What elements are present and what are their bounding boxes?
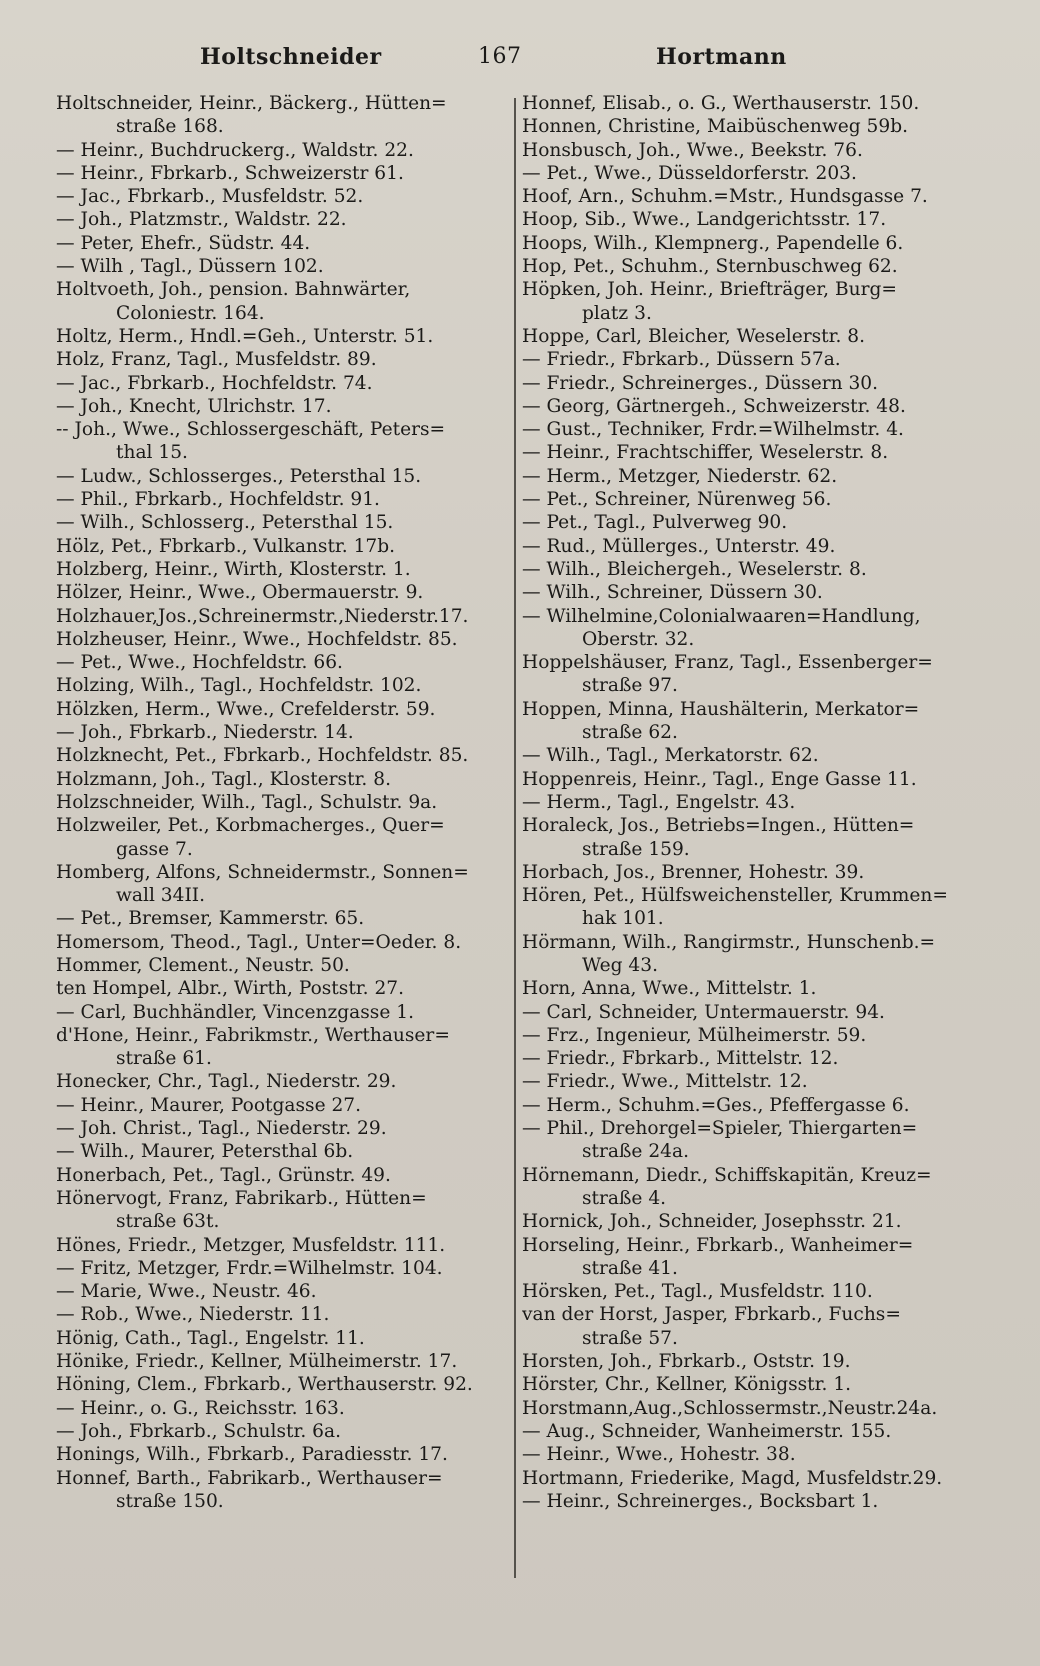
directory-entry: Honerbach, Pet., Tagl., Grünstr. 49. <box>56 1164 391 1186</box>
directory-entry: — Heinr., Maurer, Pootgasse 27. <box>56 1094 362 1116</box>
directory-entry: — Ludw., Schlosserges., Petersthal 15. <box>56 465 422 487</box>
directory-entry: — Heinr., Frachtschiffer, Weselerstr. 8. <box>522 442 889 464</box>
entry-continuation: straße 41. <box>582 1257 678 1279</box>
directory-entry: Holzknecht, Pet., Fbrkarb., Hochfeldstr. 85. <box>56 745 469 767</box>
directory-entry: Horbach, Jos., Brenner, Hohestr. 39. <box>522 861 865 883</box>
directory-entry: — Rud., Müllerges., Unterstr. 49. <box>522 535 836 557</box>
directory-entry: — Joh. Christ., Tagl., Niederstr. 29. <box>56 1118 387 1140</box>
page-number: 167 <box>478 44 522 69</box>
directory-entry: Hortmann, Friederike, Magd, Musfeldstr.29. <box>522 1467 943 1489</box>
directory-entry: — Heinr., Buchdruckerg., Waldstr. 22. <box>56 139 414 161</box>
entry-continuation: straße 168. <box>116 116 224 138</box>
directory-entry: Holzschneider, Wilh., Tagl., Schulstr. 9a. <box>56 791 438 813</box>
directory-entry: — Wilh., Bleichergeh., Weselerstr. 8. <box>522 558 867 580</box>
entry-continuation: straße 4. <box>582 1187 667 1209</box>
directory-entry: Holzheuser, Heinr., Wwe., Hochfeldstr. 85. <box>56 628 458 650</box>
directory-entry: — Aug., Schneider, Wanheimerstr. 155. <box>522 1420 892 1442</box>
directory-entry: — Friedr., Schreinerges., Düssern 30. <box>522 372 879 394</box>
directory-entry: Homberg, Alfons, Schneidermstr., Sonnen= <box>56 861 469 883</box>
directory-entry: — Peter, Ehefr., Südstr. 44. <box>56 232 311 254</box>
entry-continuation: Oberstr. 32. <box>582 628 695 650</box>
entry-continuation: straße 63t. <box>116 1211 220 1233</box>
header-left-word: Holtschneider <box>200 44 382 70</box>
directory-entry: Horaleck, Jos., Betriebs=Ingen., Hütten= <box>522 815 915 837</box>
directory-entry: Hören, Pet., Hülfsweichensteller, Krummen= <box>522 885 948 907</box>
right-column <box>522 92 978 1513</box>
entry-continuation: gasse 7. <box>116 838 193 860</box>
directory-entry: — Marie, Wwe., Neustr. 46. <box>56 1281 317 1303</box>
directory-entry: Holtz, Herm., Hndl.=Geh., Unterstr. 51. <box>56 325 434 347</box>
directory-entry: — Heinr., Wwe., Hohestr. 38. <box>522 1444 796 1466</box>
directory-entry: Hoop, Sib., Wwe., Landgerichtsstr. 17. <box>522 209 887 231</box>
directory-entry: -- Joh., Wwe., Schlossergeschäft, Peters= <box>56 419 446 441</box>
directory-entry: Hoof, Arn., Schuhm.=Mstr., Hundsgasse 7. <box>522 186 928 208</box>
directory-entry: — Fritz, Metzger, Frdr.=Wilhelmstr. 104. <box>56 1257 443 1279</box>
directory-entry: Horn, Anna, Wwe., Mittelstr. 1. <box>522 978 817 1000</box>
directory-entry: Hoppe, Carl, Bleicher, Weselerstr. 8. <box>522 325 866 347</box>
page-header <box>0 44 1040 84</box>
directory-entry: Hörnemann, Diedr., Schiffskapitän, Kreuz= <box>522 1164 932 1186</box>
directory-entry: Holzmann, Joh., Tagl., Klosterstr. 8. <box>56 768 391 790</box>
directory-entry: Hölzken, Herm., Wwe., Crefelderstr. 59. <box>56 698 436 720</box>
entry-continuation: straße 97. <box>582 675 678 697</box>
directory-entry: — Wilh., Tagl., Merkatorstr. 62. <box>522 745 819 767</box>
directory-entry: Hörster, Chr., Kellner, Königsstr. 1. <box>522 1374 852 1396</box>
directory-entry: Honecker, Chr., Tagl., Niederstr. 29. <box>56 1071 397 1093</box>
directory-entry: — Heinr., o. G., Reichsstr. 163. <box>56 1397 345 1419</box>
directory-entry: — Pet., Schreiner, Nürenweg 56. <box>522 489 832 511</box>
directory-entry: — Wilh., Schlosserg., Petersthal 15. <box>56 512 394 534</box>
directory-entry: — Friedr., Wwe., Mittelstr. 12. <box>522 1071 808 1093</box>
directory-entry: — Wilh., Schreiner, Düssern 30. <box>522 582 823 604</box>
directory-entry: — Joh., Knecht, Ulrichstr. 17. <box>56 395 332 417</box>
directory-entry: Homersom, Theod., Tagl., Unter=Oeder. 8. <box>56 931 462 953</box>
directory-entry: Hönes, Friedr., Metzger, Musfeldstr. 111. <box>56 1234 446 1256</box>
left-column <box>56 92 506 1513</box>
directory-entry: Horsten, Joh., Fbrkarb., Oststr. 19. <box>522 1351 851 1373</box>
entry-continuation: thal 15. <box>116 442 188 464</box>
directory-entry: — Friedr., Fbrkarb., Mittelstr. 12. <box>522 1048 839 1070</box>
directory-entry: Honsbusch, Joh., Wwe., Beekstr. 76. <box>522 139 863 161</box>
directory-entry: — Wilh., Maurer, Petersthal 6b. <box>56 1141 354 1163</box>
directory-entry: Honings, Wilh., Fbrkarb., Paradiesstr. 17. <box>56 1444 448 1466</box>
directory-entry: Hoppelshäuser, Franz, Tagl., Essenberger= <box>522 652 933 674</box>
directory-entry: ten Hompel, Albr., Wirth, Poststr. 27. <box>56 978 405 1000</box>
directory-entry: — Herm., Schuhm.=Ges., Pfeffergasse 6. <box>522 1094 910 1116</box>
entry-continuation: straße 159. <box>582 838 690 860</box>
directory-entry: — Herm., Tagl., Engelstr. 43. <box>522 791 796 813</box>
directory-entry: — Pet., Wwe., Düsseldorferstr. 203. <box>522 162 857 184</box>
directory-entry: — Pet., Tagl., Pulverweg 90. <box>522 512 788 534</box>
directory-entry: Horseling, Heinr., Fbrkarb., Wanheimer= <box>522 1234 914 1256</box>
directory-entry: — Joh., Platzmstr., Waldstr. 22. <box>56 209 347 231</box>
directory-entry: d'Hone, Heinr., Fabrikmstr., Werthauser= <box>56 1024 450 1046</box>
entry-continuation: hak 101. <box>582 908 664 930</box>
directory-entry: — Phil., Fbrkarb., Hochfeldstr. 91. <box>56 489 380 511</box>
directory-entry: — Gust., Techniker, Frdr.=Wilhelmstr. 4. <box>522 419 904 441</box>
directory-entry: Holzhauer,Jos.,Schreinermstr.,Niederstr.17. <box>56 605 469 627</box>
entry-continuation: straße 61. <box>116 1048 212 1070</box>
directory-entry: Hoops, Wilh., Klempnerg., Papendelle 6. <box>522 232 904 254</box>
directory-entry: — Wilhelmine,Colonialwaaren=Handlung, <box>522 605 921 627</box>
directory-entry: — Rob., Wwe., Niederstr. 11. <box>56 1304 330 1326</box>
directory-entry: Honnef, Barth., Fabrikarb., Werthauser= <box>56 1467 443 1489</box>
directory-entry: — Georg, Gärtnergeh., Schweizerstr. 48. <box>522 395 906 417</box>
directory-entry: Holzing, Wilh., Tagl., Hochfeldstr. 102. <box>56 675 422 697</box>
directory-entry: — Pet., Wwe., Hochfeldstr. 66. <box>56 652 343 674</box>
entry-continuation: straße 57. <box>582 1327 678 1349</box>
directory-entry: Höpken, Joh. Heinr., Briefträger, Burg= <box>522 279 897 301</box>
entry-continuation: Coloniestr. 164. <box>116 302 265 324</box>
entry-continuation: straße 24a. <box>582 1141 689 1163</box>
entry-continuation: straße 62. <box>582 722 678 744</box>
directory-entry: — Friedr., Fbrkarb., Düssern 57a. <box>522 349 841 371</box>
directory-entry: Hoppen, Minna, Haushälterin, Merkator= <box>522 698 920 720</box>
directory-entry: — Frz., Ingenieur, Mülheimerstr. 59. <box>522 1024 867 1046</box>
directory-entry: — Jac., Fbrkarb., Musfeldstr. 52. <box>56 186 364 208</box>
directory-entry: — Phil., Drehorgel=Spieler, Thiergarten= <box>522 1118 918 1140</box>
directory-entry: Hörmann, Wilh., Rangirmstr., Hunschenb.= <box>522 931 936 953</box>
directory-entry: — Pet., Bremser, Kammerstr. 65. <box>56 908 365 930</box>
entry-continuation: straße 150. <box>116 1490 224 1512</box>
directory-entry: — Joh., Fbrkarb., Niederstr. 14. <box>56 722 354 744</box>
directory-entry: Hönervogt, Franz, Fabrikarb., Hütten= <box>56 1187 427 1209</box>
directory-entry: — Carl, Buchhändler, Vincenzgasse 1. <box>56 1001 414 1023</box>
entry-continuation: Weg 43. <box>582 954 658 976</box>
directory-entry: Holtschneider, Heinr., Bäckerg., Hütten= <box>56 93 447 114</box>
directory-entry: Holzweiler, Pet., Korbmacherges., Quer= <box>56 815 445 837</box>
directory-entry: Hornick, Joh., Schneider, Josephsstr. 21. <box>522 1211 902 1233</box>
directory-entry: Holtvoeth, Joh., pension. Bahnwärter, <box>56 279 411 301</box>
directory-entry: Hönike, Friedr., Kellner, Mülheimerstr. 17. <box>56 1351 458 1373</box>
directory-entry: Honnef, Elisab., o. G., Werthauserstr. 150. <box>522 93 920 114</box>
directory-entry: Hölz, Pet., Fbrkarb., Vulkanstr. 17b. <box>56 535 396 557</box>
directory-entry: Holzberg, Heinr., Wirth, Klosterstr. 1. <box>56 558 411 580</box>
directory-entry: — Joh., Fbrkarb., Schulstr. 6a. <box>56 1420 341 1442</box>
directory-entry: — Heinr., Schreinerges., Bocksbart 1. <box>522 1490 879 1512</box>
directory-entry: Hönig, Cath., Tagl., Engelstr. 11. <box>56 1327 365 1349</box>
directory-entry: van der Horst, Jasper, Fbrkarb., Fuchs= <box>522 1304 901 1326</box>
directory-entry: Höning, Clem., Fbrkarb., Werthauserstr. 92. <box>56 1374 473 1396</box>
directory-entry: Holz, Franz, Tagl., Musfeldstr. 89. <box>56 349 377 371</box>
directory-entry: — Carl, Schneider, Untermauerstr. 94. <box>522 1001 885 1023</box>
directory-entry: Hörsken, Pet., Tagl., Musfeldstr. 110. <box>522 1281 873 1303</box>
column-divider <box>514 98 516 1578</box>
directory-entry: — Jac., Fbrkarb., Hochfeldstr. 74. <box>56 372 373 394</box>
directory-entry: — Wilh , Tagl., Düssern 102. <box>56 256 324 278</box>
header-right-word: Hortmann <box>656 44 787 70</box>
directory-entry: — Heinr., Fbrkarb., Schweizerstr 61. <box>56 162 404 184</box>
directory-entry: Hoppenreis, Heinr., Tagl., Enge Gasse 11. <box>522 768 917 790</box>
directory-entry: Hop, Pet., Schuhm., Sternbuschweg 62. <box>522 256 898 278</box>
directory-entry: Horstmann,Aug.,Schlossermstr.,Neustr.24a. <box>522 1397 938 1419</box>
entry-continuation: wall 34II. <box>116 885 206 907</box>
entry-continuation: platz 3. <box>582 302 652 324</box>
directory-entry: Hommer, Clement., Neustr. 50. <box>56 954 350 976</box>
directory-entry: Honnen, Christine, Maibüschenweg 59b. <box>522 116 909 138</box>
directory-entry: — Herm., Metzger, Niederstr. 62. <box>522 465 838 487</box>
directory-entry: Hölzer, Heinr., Wwe., Obermauerstr. 9. <box>56 582 424 604</box>
